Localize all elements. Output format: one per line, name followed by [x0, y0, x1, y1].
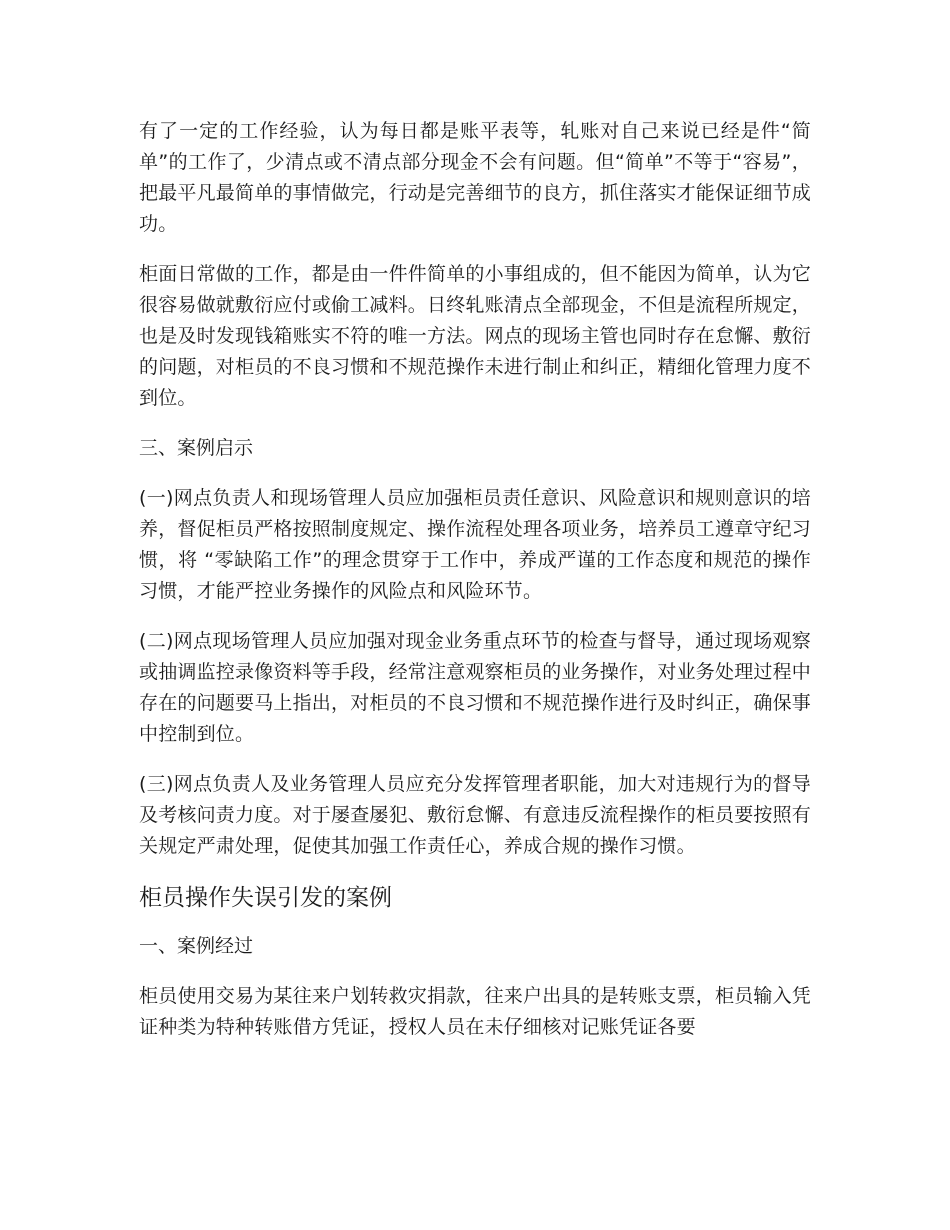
paragraph-2: 柜面日常做的工作，都是由一件件简单的小事组成的，但不能因为简单，认为它很容易做就敷衍应付或偷工减料。日终轧账清点全部现金，不但是流程所规定，也是及时发现钱箱账实不符的唯一方法。网点的现场主管也同时存在怠懈、敷衍的问题，对柜员的不良习惯和不规范操作未进行制止和纠正，精细化管理力度不到位。 — [139, 263, 812, 409]
paragraph-insight-3: (三)网点负责人及业务管理人员应充分发挥管理者职能，加大对违规行为的督导及考核问责力度。对于屡查屡犯、敷衍怠懈、有意违反流程操作的柜员要按照有关规定严肃处理，促使其加强工作责任心，养成合规的操作习惯。 — [139, 773, 812, 857]
document-page — [139, 116, 811, 1062]
paragraph-1: 有了一定的工作经验，认为每日都是账平表等，轧账对自己来说已经是件“简单”的工作了，少清点或不清点部分现金不会有问题。但“简单”不等于“容易”，把最平凡最简单的事情做完，行动是完善细节的良方，抓住落实才能保证细节成功。 — [139, 120, 812, 235]
paragraph-insight-2: (二)网点现场管理人员应加强对现金业务重点环节的检查与督导，通过现场观察或抽调监控录像资料等手段，经常注意观察柜员的业务操作，对业务处理过程中存在的问题要马上指出，对柜员的不良习惯和不规范操作进行及时纠正，确保事中控制到位。 — [139, 630, 812, 745]
paragraph-case-process: 柜员使用交易为某往来户划转救灾捐款，往来户出具的是转账支票，柜员输入凭证种类为特种转账借方凭证，授权人员在未仔细核对记账凭证各要 — [139, 985, 812, 1038]
paragraph-insight-1: (一)网点负责人和现场管理人员应加强柜员责任意识、风险意识和规则意识的培养，督促柜员严格按照制度规定、操作流程处理各项业务，培养员工遵章守纪习惯，将 “零缺陷工作”的理念贯穿于工作中，养成严谨的工作态度和规范的操作习惯，才能严控业务操作的风险点和风险环节。 — [139, 487, 812, 602]
case-title: 柜员操作失误引发的案例 — [139, 885, 392, 911]
section-heading-case-process: 一、案例经过 — [139, 935, 254, 957]
section-heading-case-insights: 三、案例启示 — [139, 437, 254, 459]
